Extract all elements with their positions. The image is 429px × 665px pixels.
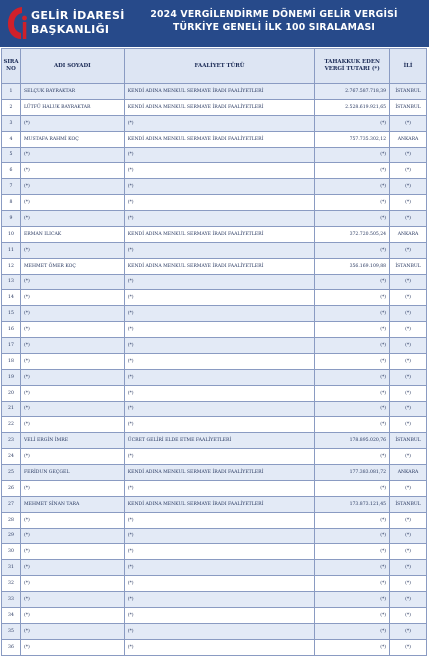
cell-no: 7 xyxy=(2,179,21,195)
table-row xyxy=(2,402,427,418)
cell-amount: (*) xyxy=(315,211,390,227)
cell-amount: (*) xyxy=(315,529,390,545)
cell-name: MEHMET SİNAN TARA xyxy=(21,497,125,513)
table-row xyxy=(2,433,427,449)
cell-no: 12 xyxy=(2,259,21,275)
cell-activity: KENDİ ADINA MENKUL SERMAYE İRADI FAALİYETLERİ xyxy=(125,132,316,148)
cell-no: 11 xyxy=(2,243,21,259)
table-row xyxy=(2,370,427,386)
cell-no: 4 xyxy=(2,132,21,148)
cell-no: 13 xyxy=(2,275,21,291)
cell-activity: (*) xyxy=(125,513,316,529)
col-header-name: ADI SOYADI xyxy=(21,49,125,84)
table-row xyxy=(2,116,427,132)
cell-activity: (*) xyxy=(125,402,316,418)
cell-activity: (*) xyxy=(125,306,316,322)
cell-amount: (*) xyxy=(315,402,390,418)
logo-line-2: BAŞKANLIĞI xyxy=(31,23,110,36)
cell-activity: KENDİ ADINA MENKUL SERMAYE İRADI FAALİYETLERİ xyxy=(125,227,316,243)
cell-no: 32 xyxy=(2,576,21,592)
cell-amount: (*) xyxy=(315,148,390,164)
cell-city: İSTANBUL xyxy=(390,259,427,275)
table-row xyxy=(2,195,427,211)
cell-amount: (*) xyxy=(315,322,390,338)
cell-activity: (*) xyxy=(125,640,316,656)
cell-no: 21 xyxy=(2,402,21,418)
cell-activity: (*) xyxy=(125,544,316,560)
table-row xyxy=(2,417,427,433)
cell-no: 18 xyxy=(2,354,21,370)
cell-city: (*) xyxy=(390,116,427,132)
cell-amount: (*) xyxy=(315,386,390,402)
cell-city: İSTANBUL xyxy=(390,84,427,100)
cell-amount: (*) xyxy=(315,338,390,354)
cell-no: 30 xyxy=(2,544,21,560)
table-row xyxy=(2,163,427,179)
table-row xyxy=(2,259,427,275)
cell-city: (*) xyxy=(390,148,427,164)
cell-amount: (*) xyxy=(315,290,390,306)
cell-city: ANKARA xyxy=(390,227,427,243)
cell-name: VELİ ERGİN İMRE xyxy=(21,433,125,449)
ranking-table xyxy=(1,48,427,656)
cell-amount: (*) xyxy=(315,163,390,179)
cell-no: 2 xyxy=(2,100,21,116)
cell-name: (*) xyxy=(21,608,125,624)
cell-amount: 178.895.020,76 xyxy=(315,433,390,449)
cell-amount: (*) xyxy=(315,592,390,608)
cell-city: İSTANBUL xyxy=(390,497,427,513)
cell-amount: (*) xyxy=(315,195,390,211)
cell-amount: (*) xyxy=(315,417,390,433)
cell-city: (*) xyxy=(390,513,427,529)
cell-city: (*) xyxy=(390,354,427,370)
cell-city: (*) xyxy=(390,624,427,640)
cell-activity: (*) xyxy=(125,592,316,608)
cell-amount: (*) xyxy=(315,179,390,195)
cell-amount: 177.383.081,72 xyxy=(315,465,390,481)
cell-activity: (*) xyxy=(125,370,316,386)
cell-name: FERİDUN GEÇGEL xyxy=(21,465,125,481)
table-row xyxy=(2,576,427,592)
table-row xyxy=(2,592,427,608)
cell-city: (*) xyxy=(390,179,427,195)
cell-name: (*) xyxy=(21,529,125,545)
table-row xyxy=(2,84,427,100)
cell-name: (*) xyxy=(21,592,125,608)
cell-name: (*) xyxy=(21,370,125,386)
table-body xyxy=(2,84,427,656)
cell-no: 33 xyxy=(2,592,21,608)
cell-name: (*) xyxy=(21,513,125,529)
cell-activity: KENDİ ADINA MENKUL SERMAYE İRADI FAALİYETLERİ xyxy=(125,259,316,275)
cell-amount: (*) xyxy=(315,243,390,259)
table-row xyxy=(2,560,427,576)
cell-city: (*) xyxy=(390,608,427,624)
cell-no: 25 xyxy=(2,465,21,481)
cell-name: (*) xyxy=(21,402,125,418)
cell-no: 16 xyxy=(2,322,21,338)
cell-amount: 2.528.619.921,65 xyxy=(315,100,390,116)
table-row xyxy=(2,227,427,243)
cell-activity: (*) xyxy=(125,179,316,195)
cell-no: 15 xyxy=(2,306,21,322)
cell-no: 14 xyxy=(2,290,21,306)
cell-amount: (*) xyxy=(315,449,390,465)
cell-name: (*) xyxy=(21,148,125,164)
cell-amount: 757.735.302,12 xyxy=(315,132,390,148)
table-row xyxy=(2,386,427,402)
cell-activity: (*) xyxy=(125,560,316,576)
cell-name: (*) xyxy=(21,322,125,338)
cell-amount: (*) xyxy=(315,576,390,592)
cell-activity: (*) xyxy=(125,116,316,132)
logo-line-1: GELİR İDARESİ xyxy=(31,9,125,22)
cell-no: 8 xyxy=(2,195,21,211)
cell-no: 26 xyxy=(2,481,21,497)
cell-amount: (*) xyxy=(315,544,390,560)
table-row xyxy=(2,624,427,640)
cell-amount: 2.767.587.718,39 xyxy=(315,84,390,100)
cell-no: 22 xyxy=(2,417,21,433)
cell-no: 9 xyxy=(2,211,21,227)
table-row xyxy=(2,608,427,624)
cell-name: (*) xyxy=(21,417,125,433)
col-header-activity: FAALİYET TÜRÜ xyxy=(125,49,316,84)
header-banner xyxy=(0,0,429,47)
cell-amount: (*) xyxy=(315,116,390,132)
cell-city: (*) xyxy=(390,402,427,418)
cell-activity: ÜCRET GELİRİ ELDE ETME FAALİYETLERİ xyxy=(125,433,316,449)
cell-no: 24 xyxy=(2,449,21,465)
cell-name: MEHMET ÖMER KOÇ xyxy=(21,259,125,275)
cell-city: (*) xyxy=(390,195,427,211)
cell-no: 20 xyxy=(2,386,21,402)
cell-activity: (*) xyxy=(125,275,316,291)
cell-no: 34 xyxy=(2,608,21,624)
table-row xyxy=(2,211,427,227)
cell-name: (*) xyxy=(21,624,125,640)
cell-activity: (*) xyxy=(125,608,316,624)
cell-city: (*) xyxy=(390,560,427,576)
cell-city: (*) xyxy=(390,417,427,433)
cell-activity: (*) xyxy=(125,529,316,545)
table-row xyxy=(2,449,427,465)
cell-name: (*) xyxy=(21,290,125,306)
cell-city: ANKARA xyxy=(390,465,427,481)
cell-activity: (*) xyxy=(125,338,316,354)
cell-no: 35 xyxy=(2,624,21,640)
cell-activity: KENDİ ADINA MENKUL SERMAYE İRADI FAALİYETLERİ xyxy=(125,84,316,100)
cell-amount: (*) xyxy=(315,370,390,386)
cell-name: (*) xyxy=(21,195,125,211)
cell-amount: (*) xyxy=(315,275,390,291)
cell-name: SELÇUK BAYRAKTAR xyxy=(21,84,125,100)
cell-name: (*) xyxy=(21,211,125,227)
cell-city: (*) xyxy=(390,275,427,291)
cell-name: (*) xyxy=(21,386,125,402)
cell-name: LÜTFÜ HALUK BAYRAKTAR xyxy=(21,100,125,116)
cell-no: 17 xyxy=(2,338,21,354)
cell-activity: (*) xyxy=(125,148,316,164)
logo-wordmark xyxy=(31,9,125,37)
cell-activity: (*) xyxy=(125,576,316,592)
gib-logo-icon xyxy=(6,5,32,41)
cell-no: 3 xyxy=(2,116,21,132)
cell-name: (*) xyxy=(21,163,125,179)
cell-name: (*) xyxy=(21,338,125,354)
cell-name: (*) xyxy=(21,576,125,592)
table-header xyxy=(2,49,427,84)
cell-activity: (*) xyxy=(125,163,316,179)
cell-activity: (*) xyxy=(125,211,316,227)
cell-city: (*) xyxy=(390,243,427,259)
cell-name: (*) xyxy=(21,449,125,465)
cell-name: (*) xyxy=(21,560,125,576)
cell-city: (*) xyxy=(390,211,427,227)
cell-name: (*) xyxy=(21,544,125,560)
table-row xyxy=(2,322,427,338)
table-row xyxy=(2,529,427,545)
cell-amount: (*) xyxy=(315,640,390,656)
cell-no: 19 xyxy=(2,370,21,386)
cell-activity: (*) xyxy=(125,243,316,259)
cell-amount: 372.720.505,24 xyxy=(315,227,390,243)
col-header-no: SIRA NO xyxy=(2,49,21,84)
cell-city: (*) xyxy=(390,640,427,656)
table-row xyxy=(2,132,427,148)
cell-name: (*) xyxy=(21,243,125,259)
cell-name: (*) xyxy=(21,179,125,195)
cell-amount: (*) xyxy=(315,354,390,370)
cell-city: İSTANBUL xyxy=(390,100,427,116)
cell-activity: KENDİ ADINA MENKUL SERMAYE İRADI FAALİYETLERİ xyxy=(125,100,316,116)
table-row xyxy=(2,513,427,529)
cell-city: (*) xyxy=(390,386,427,402)
cell-activity: KENDİ ADINA MENKUL SERMAYE İRADI FAALİYETLERİ xyxy=(125,465,316,481)
cell-amount: (*) xyxy=(315,513,390,529)
cell-activity: (*) xyxy=(125,481,316,497)
cell-city: (*) xyxy=(390,449,427,465)
cell-name: ERMAN ILICAK xyxy=(21,227,125,243)
cell-city: ANKARA xyxy=(390,132,427,148)
cell-name: (*) xyxy=(21,116,125,132)
table-row xyxy=(2,497,427,513)
cell-amount: (*) xyxy=(315,560,390,576)
cell-no: 28 xyxy=(2,513,21,529)
cell-activity: (*) xyxy=(125,449,316,465)
table-row xyxy=(2,306,427,322)
table-row xyxy=(2,275,427,291)
title-line-2: TÜRKİYE GENELİ İLK 100 SIRALAMASI xyxy=(172,22,376,33)
cell-city: (*) xyxy=(390,592,427,608)
cell-name: (*) xyxy=(21,354,125,370)
cell-amount: (*) xyxy=(315,608,390,624)
table-row xyxy=(2,338,427,354)
table-row xyxy=(2,179,427,195)
cell-amount: (*) xyxy=(315,481,390,497)
cell-amount: 173.873.121,45 xyxy=(315,497,390,513)
cell-amount: 356.169.109,88 xyxy=(315,259,390,275)
cell-city: (*) xyxy=(390,322,427,338)
col-header-city: İLİ xyxy=(390,49,427,84)
cell-city: (*) xyxy=(390,544,427,560)
cell-city: İSTANBUL xyxy=(390,433,427,449)
table-row xyxy=(2,465,427,481)
title-line-1: 2024 VERGİLENDİRME DÖNEMİ GELİR VERGİSİ xyxy=(150,9,398,20)
cell-city: (*) xyxy=(390,481,427,497)
cell-city: (*) xyxy=(390,370,427,386)
col-header-amount: TAHAKKUK EDEN VERGİ TUTARI (*) xyxy=(315,49,390,84)
cell-name: (*) xyxy=(21,481,125,497)
cell-no: 1 xyxy=(2,84,21,100)
cell-no: 5 xyxy=(2,148,21,164)
cell-name: (*) xyxy=(21,640,125,656)
cell-activity: (*) xyxy=(125,290,316,306)
table-row xyxy=(2,481,427,497)
cell-city: (*) xyxy=(390,529,427,545)
cell-no: 36 xyxy=(2,640,21,656)
table-row xyxy=(2,544,427,560)
cell-no: 31 xyxy=(2,560,21,576)
cell-no: 10 xyxy=(2,227,21,243)
cell-activity: (*) xyxy=(125,354,316,370)
cell-city: (*) xyxy=(390,338,427,354)
cell-name: (*) xyxy=(21,275,125,291)
table-row xyxy=(2,148,427,164)
table-row xyxy=(2,290,427,306)
table-row xyxy=(2,100,427,116)
gib-logo xyxy=(6,5,126,43)
cell-city: (*) xyxy=(390,163,427,179)
cell-no: 29 xyxy=(2,529,21,545)
cell-activity: (*) xyxy=(125,417,316,433)
cell-activity: KENDİ ADINA MENKUL SERMAYE İRADI FAALİYETLERİ xyxy=(125,497,316,513)
cell-no: 23 xyxy=(2,433,21,449)
cell-amount: (*) xyxy=(315,624,390,640)
cell-name: MUSTAFA RAHMİ KOÇ xyxy=(21,132,125,148)
cell-city: (*) xyxy=(390,290,427,306)
cell-name: (*) xyxy=(21,306,125,322)
cell-amount: (*) xyxy=(315,306,390,322)
table-row xyxy=(2,354,427,370)
page-title xyxy=(128,8,420,34)
cell-city: (*) xyxy=(390,576,427,592)
table-row xyxy=(2,243,427,259)
cell-activity: (*) xyxy=(125,386,316,402)
cell-activity: (*) xyxy=(125,195,316,211)
cell-no: 6 xyxy=(2,163,21,179)
cell-activity: (*) xyxy=(125,624,316,640)
cell-city: (*) xyxy=(390,306,427,322)
table-row xyxy=(2,640,427,656)
cell-activity: (*) xyxy=(125,322,316,338)
cell-no: 27 xyxy=(2,497,21,513)
